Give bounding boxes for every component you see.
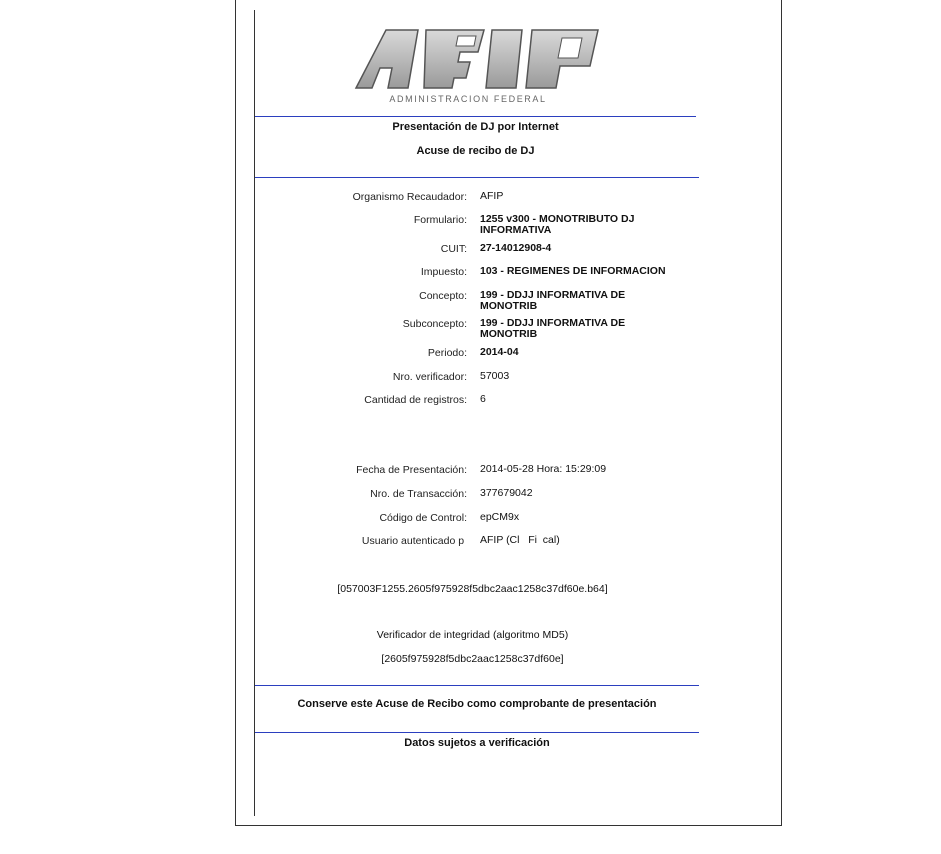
field-label: Concepto: — [419, 290, 467, 302]
detail-value: 2014-05-28 Hora: 15:29:09 — [480, 463, 607, 475]
field-label: Nro. verificador: — [392, 371, 467, 383]
divider-header — [255, 177, 699, 178]
afip-logo — [350, 22, 610, 112]
divider-verify — [255, 732, 699, 733]
detail-label: Código de Control: — [379, 512, 467, 524]
verify-notice: Datos sujetos a verificación — [404, 737, 550, 749]
field-label: Formulario: — [413, 214, 467, 226]
field-value: 57003 — [480, 370, 510, 382]
field-value: 199 - DDJJ INFORMATIVA DE MONOTRIB — [480, 317, 626, 340]
integrity-label: Verificador de integridad (algoritmo MD5) — [376, 629, 569, 641]
afip-logo-graphic — [350, 22, 610, 94]
field-label: Cantidad de registros: — [364, 394, 467, 406]
doc-subtitle: Acuse de recibo de DJ — [416, 145, 535, 157]
field-value: 103 - REGIMENES DE INFORMACION — [480, 265, 666, 277]
field-value: 1255 v300 - MONOTRIBUTO DJ INFORMATIVA — [480, 213, 635, 236]
divider-top — [255, 116, 696, 117]
cropped-header-left — [0, 0, 200, 10]
divider-keep — [255, 685, 699, 686]
field-value: 2014-04 — [480, 346, 519, 358]
detail-label: Nro. de Transacción: — [370, 488, 467, 500]
detail-value: 377679042 — [480, 487, 533, 499]
field-value: AFIP — [480, 190, 504, 202]
detail-label: Usuario autenticado p — [361, 535, 467, 547]
cropped-header-right — [812, 0, 941, 10]
field-value: 6 — [480, 393, 486, 405]
integrity-label-line — [2, 629, 941, 641]
field-label: Impuesto: — [420, 266, 467, 278]
field-label: Organismo Recaudador: — [352, 191, 467, 203]
integrity-value-line — [2, 653, 941, 665]
field-label: Periodo: — [427, 347, 467, 359]
field-label: Subconcepto: — [402, 318, 467, 330]
logo-subtitle: ADMINISTRACION FEDERAL — [389, 94, 547, 104]
field-value: 27-14012908-4 — [480, 242, 552, 254]
field-value: 199 - DDJJ INFORMATIVA DE MONOTRIB — [480, 289, 626, 312]
hash-line — [2, 583, 941, 595]
detail-value: epCM9x — [480, 511, 520, 523]
hash-text: [057003F1255.2605f975928f5dbc2aac1258c37df60e.b64] — [337, 583, 608, 595]
detail-value: AFIP (Cl Fi cal) — [480, 534, 560, 546]
keep-notice: Conserve este Acuse de Recibo como comprobante de presentación — [297, 698, 657, 710]
integrity-value: [2605f975928f5dbc2aac1258c37df60e] — [381, 653, 564, 665]
doc-title: Presentación de DJ por Internet — [392, 121, 559, 133]
field-label: CUIT: — [440, 243, 467, 255]
detail-label: Fecha de Presentación: — [356, 464, 467, 476]
